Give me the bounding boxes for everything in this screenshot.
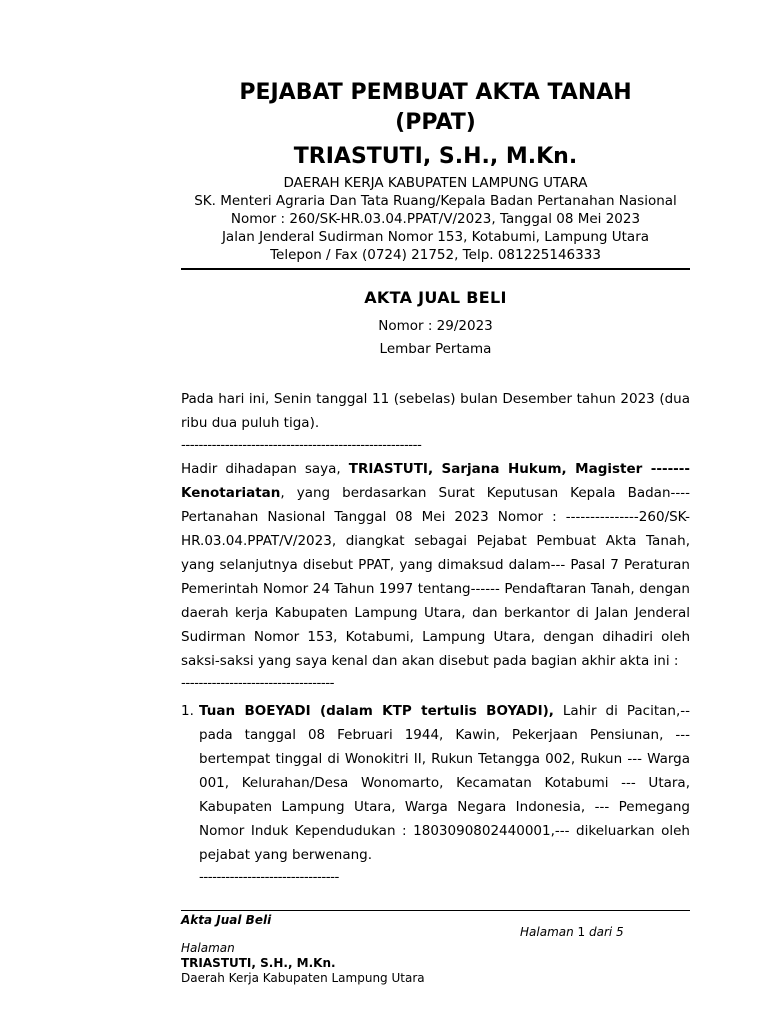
page-footer — [181, 910, 690, 986]
appearance-lead: Hadir dihadapan saya, — [181, 461, 349, 477]
office-address: Jalan Jenderal Sudirman Nomor 153, Kotabumi, Lampung Utara — [221, 229, 650, 245]
decree-line: SK. Menteri Agraria Dan Tata Ruang/Kepala Badan Pertanahan Nasional — [194, 193, 677, 209]
deed-number: Nomor : 29/2023 — [378, 318, 493, 334]
official-name: TRIASTUTI, S.H., M.Kn. — [293, 144, 578, 169]
office-title-line2: (PPAT) — [395, 110, 476, 135]
footer-halaman-label: Halaman — [181, 941, 235, 955]
party-details: Lahir di Pacitan,-- pada tanggal 08 Februari 1944, Kawin, Pekerjaan Pensiunan, --- bertempat tinggal di Wonokitri II, Rukun Tetangga 002, Rukun --- Warga 001, Kelurahan/Desa Wonomarto, Kecamatan Kotabumi --- Utara, Kabupaten Lampung Utara, Warga Negara Indonesia, --- Pemegang Nomor Induk Kependudukan : 1803090802440001,--- dikeluarkan oleh pejabat yang berwenang. — [199, 703, 690, 863]
page-suffix: dari 5 — [585, 925, 624, 939]
footer-page-indicator — [520, 924, 624, 940]
header-divider — [181, 268, 690, 270]
letterhead — [181, 78, 690, 270]
list-number: 1. — [181, 703, 194, 719]
opening-paragraph — [181, 387, 690, 455]
appearance-text: , yang berdasarkan Surat Keputusan Kepala Badan---- Pertanahan Nasional Tanggal 08 Mei 2023 Nomor : ---------------260/SK-HR.03.04.PPAT/V/2023, diangkat sebagai Pejabat Pembuat Akta Tanah, yang selanjutnya disebut PPAT, yang dimaksud dalam--- Pasal 7 Peraturan Pemerintah Nomor 24 Tahun 1997 tentang------ Pendaftaran Tanah, dengan daerah kerja Kabupaten Lampung Utara, dan berkantor di Jalan Jenderal Sudirman Nomor 153, Kotabumi, Lampung Utara, dengan dihadiri oleh saksi-saksi yang saya kenal dan akan disebut pada bagian akhir akta ini : — [181, 485, 690, 669]
document-page — [181, 78, 690, 887]
dash-filler: ----------------------------------- — [181, 675, 334, 691]
dash-filler: ------------------------------------------------------- — [181, 437, 422, 453]
decree-number: Nomor : 260/SK-HR.03.04.PPAT/V/2023, Tanggal 08 Mei 2023 — [230, 211, 641, 227]
party-item — [199, 699, 690, 887]
opening-text: Pada hari ini, Senin tanggal 11 (sebelas) bulan Desember tahun 2023 (dua ribu dua puluh tiga). — [181, 391, 690, 431]
deed-title: AKTA JUAL BELI — [364, 288, 507, 307]
work-area: DAERAH KERJA KABUPATEN LAMPUNG UTARA — [283, 175, 588, 191]
footer-work-area: Daerah Kerja Kabupaten Lampung Utara — [181, 971, 425, 985]
party-name: Tuan BOEYADI (dalam KTP tertulis BOYADI), — [199, 703, 554, 719]
page-prefix: Halaman — [520, 925, 578, 939]
deed-sheet: Lembar Pertama — [379, 341, 492, 357]
office-title-line1: PEJABAT PEMBUAT AKTA TANAH — [239, 80, 632, 105]
official-full-title: TRIASTUTI, Sarjana Hukum, Magister ------- Kenotariatan — [181, 461, 690, 501]
appearance-paragraph — [181, 457, 690, 693]
office-phone: Telepon / Fax (0724) 21752, Telp. 081225146333 — [270, 247, 601, 263]
footer-official-name: TRIASTUTI, S.H., M.Kn. — [181, 956, 336, 970]
footer-doc-title: Akta Jual Beli — [181, 913, 272, 927]
page-number: 1 — [577, 925, 586, 939]
party-list — [181, 699, 690, 887]
dash-filler: -------------------------------- — [199, 869, 339, 885]
